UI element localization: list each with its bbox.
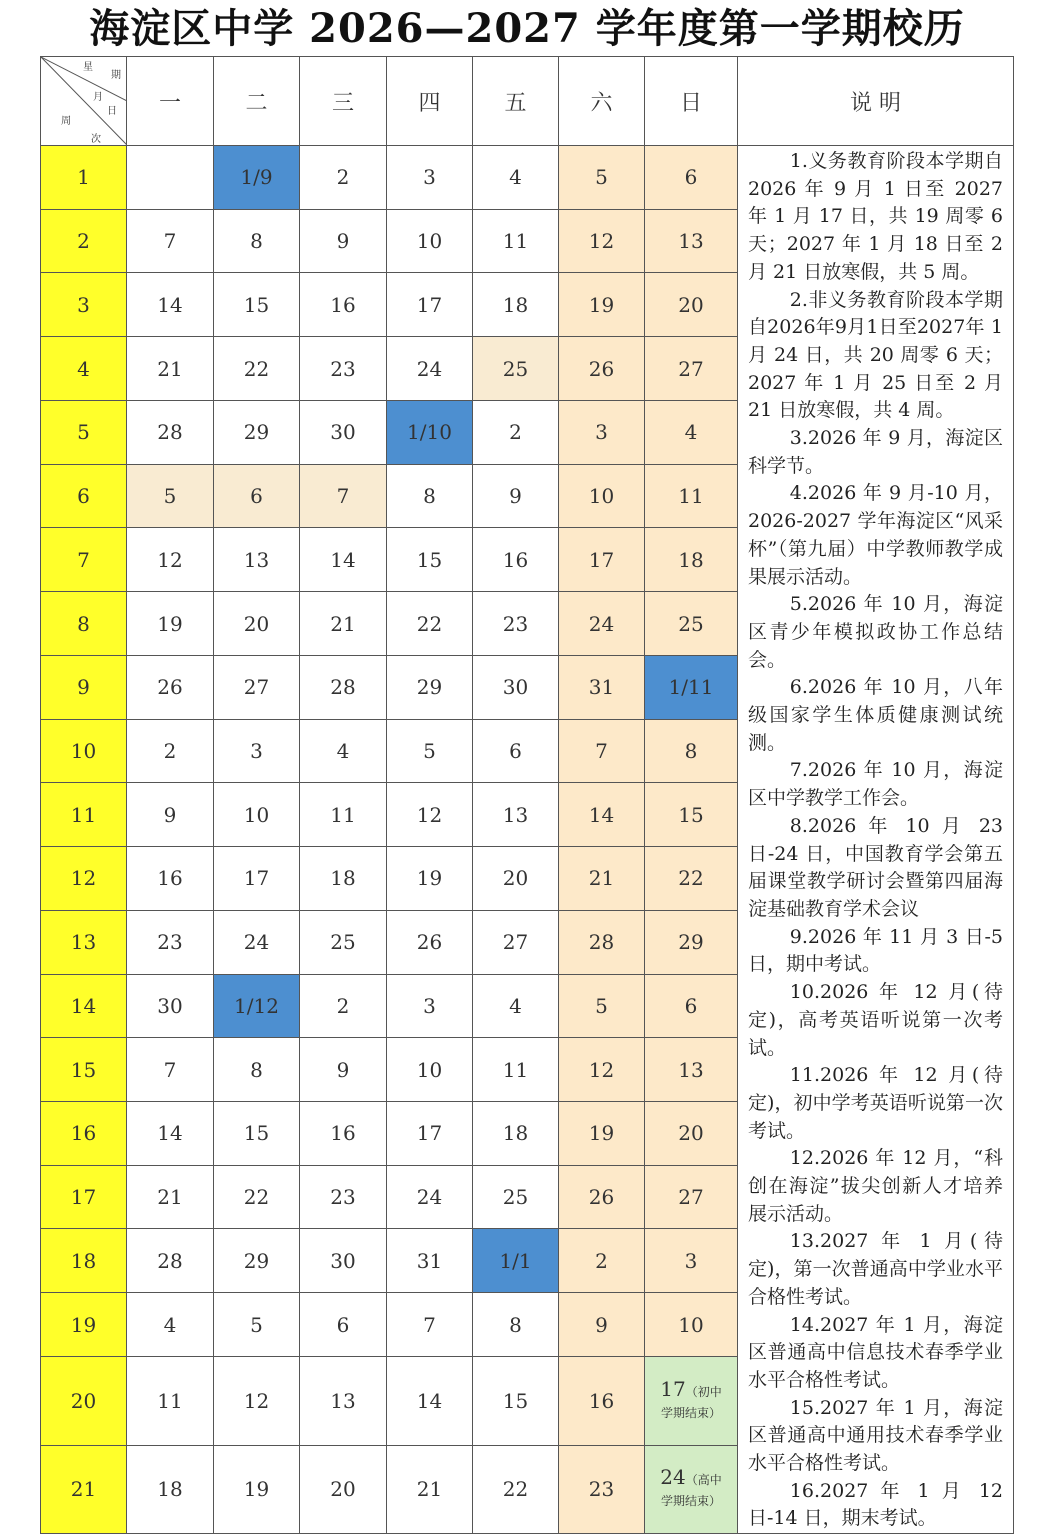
week-number: 17 xyxy=(41,1165,127,1229)
day-cell: 14 xyxy=(300,528,387,592)
day-cell: 23 xyxy=(127,910,214,974)
day-cell: 4 xyxy=(127,1293,214,1357)
day-cell: 2 xyxy=(300,146,387,210)
note-item: 5.2026 年 10 月，海淀区青少年模拟政协工作总结会。 xyxy=(748,593,1003,671)
term-end-cell xyxy=(645,1356,738,1445)
day-cell: 22 xyxy=(214,1165,300,1229)
note-item: 1.义务教育阶段本学期自 2026 年 9 月 1 日至 2027 年 1 月 17 日，共 19 周零 6 天；2027 年 1 月 18 日至 2 月 21 日放寒假，共 5 周。 xyxy=(748,150,1003,283)
header-notes: 说 明 xyxy=(738,57,1014,146)
note-item: 10.2026 年 12 月(待定)，高考英语听说第一次考试。 xyxy=(748,981,1003,1059)
calendar-table xyxy=(40,56,1014,1534)
day-cell: 30 xyxy=(300,400,387,464)
term-end-cell xyxy=(645,1445,738,1534)
day-cell: 11 xyxy=(473,1038,559,1102)
week-number: 11 xyxy=(41,783,127,847)
day-cell: 19 xyxy=(387,847,473,911)
day-cell: 14 xyxy=(559,783,645,847)
corner-label-yue: 月 xyxy=(93,92,103,103)
day-cell: 23 xyxy=(559,1445,645,1534)
day-cell: 2 xyxy=(127,719,214,783)
day-cell: 7 xyxy=(127,209,214,273)
day-cell: 15 xyxy=(387,528,473,592)
day-cell: 21 xyxy=(559,847,645,911)
day-cell: 18 xyxy=(645,528,738,592)
day-cell: 3 xyxy=(387,146,473,210)
header-fri: 五 xyxy=(473,57,559,146)
day-cell: 11 xyxy=(473,209,559,273)
week-number: 13 xyxy=(41,910,127,974)
header-sat: 六 xyxy=(559,57,645,146)
day-cell: 28 xyxy=(127,400,214,464)
header-sun: 日 xyxy=(645,57,738,146)
day-cell: 26 xyxy=(387,910,473,974)
day-cell: 24 xyxy=(214,910,300,974)
day-cell: 2 xyxy=(300,974,387,1038)
day-cell: 24 xyxy=(387,1165,473,1229)
day-cell: 19 xyxy=(559,273,645,337)
day-cell: 21 xyxy=(127,1165,214,1229)
day-cell: 28 xyxy=(127,1229,214,1293)
day-cell: 5 xyxy=(559,146,645,210)
week-number: 20 xyxy=(41,1356,127,1445)
corner-label-xing: 星 xyxy=(83,62,93,73)
day-cell: 15 xyxy=(214,1102,300,1166)
day-cell: 9 xyxy=(473,464,559,528)
day-cell: 2 xyxy=(559,1229,645,1293)
day-cell: 10 xyxy=(387,1038,473,1102)
note-item: 9.2026 年 11 月 3 日-5 日，期中考试。 xyxy=(748,925,1003,976)
day-cell: 12 xyxy=(559,1038,645,1102)
day-cell: 16 xyxy=(300,273,387,337)
day-cell: 3 xyxy=(214,719,300,783)
week-row xyxy=(41,146,1014,210)
day-cell: 14 xyxy=(127,273,214,337)
day-cell: 21 xyxy=(300,592,387,656)
day-cell: 13 xyxy=(300,1356,387,1445)
day-cell: 26 xyxy=(559,1165,645,1229)
day-cell: 11 xyxy=(645,464,738,528)
term-end-label: 学期结束） xyxy=(660,1405,721,1420)
note-item: 16.2027 年 1 月 12 日-14 日，期末考试。 xyxy=(748,1479,1003,1530)
page-title: 海淀区中学 2026—2027 学年度第一学期校历 xyxy=(89,5,965,52)
day-cell: 22 xyxy=(387,592,473,656)
day-cell: 7 xyxy=(559,719,645,783)
day-cell: 5 xyxy=(214,1293,300,1357)
day-cell: 29 xyxy=(214,1229,300,1293)
day-cell: 27 xyxy=(645,1165,738,1229)
week-number: 21 xyxy=(41,1445,127,1534)
week-number: 10 xyxy=(41,719,127,783)
note-item: 4.2026 年 9 月-10 月，2026-2027 学年海淀区“风采杯”（第九届）中学教师教学成果展示活动。 xyxy=(748,482,1003,588)
week-number: 12 xyxy=(41,847,127,911)
day-cell: 6 xyxy=(300,1293,387,1357)
day-cell: 20 xyxy=(214,592,300,656)
note-item: 6.2026 年 10 月，八年级国家学生体质健康测试统测。 xyxy=(748,676,1003,754)
day-cell: 4 xyxy=(473,146,559,210)
day-cell: 15 xyxy=(645,783,738,847)
day-cell: 8 xyxy=(473,1293,559,1357)
day-cell: 4 xyxy=(300,719,387,783)
note-item: 13.2027 年 1 月(待定)，第一次普通高中学业水平合格性考试。 xyxy=(748,1230,1003,1308)
day-cell: 27 xyxy=(473,910,559,974)
day-cell: 14 xyxy=(387,1356,473,1445)
day-cell: 30 xyxy=(473,655,559,719)
day-cell: 9 xyxy=(300,1038,387,1102)
day-cell: 25 xyxy=(473,337,559,401)
week-number: 8 xyxy=(41,592,127,656)
day-cell: 13 xyxy=(473,783,559,847)
week-number: 16 xyxy=(41,1102,127,1166)
day-cell: 19 xyxy=(559,1102,645,1166)
day-cell: 18 xyxy=(473,1102,559,1166)
day-cell: 1/11 xyxy=(645,655,738,719)
day-cell: 20 xyxy=(645,1102,738,1166)
day-cell: 1/9 xyxy=(214,146,300,210)
day-cell: 27 xyxy=(214,655,300,719)
day-cell: 7 xyxy=(300,464,387,528)
week-number: 1 xyxy=(41,146,127,210)
day-cell: 7 xyxy=(387,1293,473,1357)
day-cell: 21 xyxy=(387,1445,473,1534)
day-cell: 17 xyxy=(559,528,645,592)
day-cell: 11 xyxy=(300,783,387,847)
day-cell: 30 xyxy=(127,974,214,1038)
header-row xyxy=(41,57,1014,146)
day-cell: 31 xyxy=(387,1229,473,1293)
term-end-label: （高中 xyxy=(685,1473,722,1488)
day-cell: 22 xyxy=(473,1445,559,1534)
day-cell: 8 xyxy=(387,464,473,528)
day-cell: 17 xyxy=(387,1102,473,1166)
day-cell: 25 xyxy=(645,592,738,656)
day-cell: 17 xyxy=(387,273,473,337)
day-cell: 14 xyxy=(127,1102,214,1166)
day-cell: 3 xyxy=(559,400,645,464)
day-cell: 5 xyxy=(387,719,473,783)
week-number: 15 xyxy=(41,1038,127,1102)
note-item: 15.2027 年 1 月，海淀区普通高中通用技术春季学业水平合格性考试。 xyxy=(748,1396,1003,1475)
day-cell xyxy=(127,146,214,210)
day-cell: 5 xyxy=(559,974,645,1038)
header-tue: 二 xyxy=(214,57,300,146)
day-cell: 25 xyxy=(473,1165,559,1229)
day-cell: 13 xyxy=(645,209,738,273)
day-cell: 10 xyxy=(645,1293,738,1357)
corner-header xyxy=(41,57,127,146)
header-thu: 四 xyxy=(387,57,473,146)
corner-label-zhou: 周 xyxy=(61,116,71,127)
day-cell: 7 xyxy=(127,1038,214,1102)
day-cell: 26 xyxy=(559,337,645,401)
day-cell: 13 xyxy=(645,1038,738,1102)
week-number: 2 xyxy=(41,209,127,273)
day-cell: 9 xyxy=(300,209,387,273)
day-cell: 8 xyxy=(645,719,738,783)
day-cell: 2 xyxy=(473,400,559,464)
day-cell: 13 xyxy=(214,528,300,592)
day-cell: 6 xyxy=(473,719,559,783)
week-number: 14 xyxy=(41,974,127,1038)
term-end-label: （初中 xyxy=(685,1384,722,1399)
note-item: 2.非义务教育阶段本学期自2026年9月1日至2027年 1 月 24 日，共 20 周零 6 天；2027 年 1 月 25 日至 2 月 21 日放寒假，共 4 周。 xyxy=(748,288,1003,422)
day-cell: 6 xyxy=(214,464,300,528)
day-cell: 12 xyxy=(127,528,214,592)
week-number: 5 xyxy=(41,400,127,464)
day-cell: 1/1 xyxy=(473,1229,559,1293)
day-cell: 16 xyxy=(473,528,559,592)
day-cell: 28 xyxy=(559,910,645,974)
note-item: 12.2026 年 12 月，“科创在海淀”拔尖创新人才培养展示活动。 xyxy=(748,1147,1003,1225)
day-cell: 9 xyxy=(127,783,214,847)
day-cell: 12 xyxy=(387,783,473,847)
week-number: 6 xyxy=(41,464,127,528)
day-cell: 23 xyxy=(300,337,387,401)
day-cell: 20 xyxy=(645,273,738,337)
day-cell: 11 xyxy=(127,1356,214,1445)
note-item: 7.2026 年 10 月，海淀区中学教学工作会。 xyxy=(748,759,1003,810)
notes-panel xyxy=(738,146,1014,1534)
header-mon: 一 xyxy=(127,57,214,146)
week-number: 19 xyxy=(41,1293,127,1357)
corner-label-ci: 次 xyxy=(91,134,101,145)
day-cell: 30 xyxy=(300,1229,387,1293)
day-cell: 16 xyxy=(127,847,214,911)
day-cell: 29 xyxy=(214,400,300,464)
note-item: 11.2026 年 12 月(待定)，初中学考英语听说第一次考试。 xyxy=(748,1064,1003,1142)
day-cell: 4 xyxy=(473,974,559,1038)
day-cell: 1/12 xyxy=(214,974,300,1038)
day-cell: 8 xyxy=(214,209,300,273)
term-end-day: 17 xyxy=(660,1376,686,1401)
day-cell: 22 xyxy=(645,847,738,911)
note-item: 3.2026 年 9 月，海淀区科学节。 xyxy=(748,427,1003,477)
week-number: 9 xyxy=(41,655,127,719)
day-cell: 12 xyxy=(559,209,645,273)
day-cell: 10 xyxy=(387,209,473,273)
day-cell: 18 xyxy=(473,273,559,337)
day-cell: 8 xyxy=(214,1038,300,1102)
corner-label-qi: 期 xyxy=(111,70,121,81)
week-number: 3 xyxy=(41,273,127,337)
day-cell: 4 xyxy=(645,400,738,464)
day-cell: 1/10 xyxy=(387,400,473,464)
day-cell: 20 xyxy=(473,847,559,911)
day-cell: 24 xyxy=(387,337,473,401)
day-cell: 26 xyxy=(127,655,214,719)
week-number: 18 xyxy=(41,1229,127,1293)
day-cell: 21 xyxy=(127,337,214,401)
day-cell: 10 xyxy=(214,783,300,847)
day-cell: 18 xyxy=(127,1445,214,1534)
day-cell: 23 xyxy=(300,1165,387,1229)
day-cell: 6 xyxy=(645,146,738,210)
term-end-label: 学期结束） xyxy=(660,1494,721,1509)
day-cell: 19 xyxy=(127,592,214,656)
day-cell: 19 xyxy=(214,1445,300,1534)
day-cell: 23 xyxy=(473,592,559,656)
note-item: 8.2026 年 10 月 23 日-24 日，中国教育学会第五届课堂教学研讨会暨第四届海淀基础教育学术会议 xyxy=(748,814,1003,920)
term-end-day: 24 xyxy=(660,1465,686,1490)
day-cell: 16 xyxy=(559,1356,645,1445)
day-cell: 15 xyxy=(473,1356,559,1445)
day-cell: 16 xyxy=(300,1102,387,1166)
day-cell: 27 xyxy=(645,337,738,401)
day-cell: 22 xyxy=(214,337,300,401)
day-cell: 9 xyxy=(559,1293,645,1357)
day-cell: 12 xyxy=(214,1356,300,1445)
day-cell: 5 xyxy=(127,464,214,528)
day-cell: 28 xyxy=(300,655,387,719)
day-cell: 18 xyxy=(300,847,387,911)
note-item: 14.2027 年 1 月，海淀区普通高中信息技术春季学业水平合格性考试。 xyxy=(748,1313,1003,1391)
day-cell: 6 xyxy=(645,974,738,1038)
day-cell: 24 xyxy=(559,592,645,656)
day-cell: 3 xyxy=(387,974,473,1038)
day-cell: 15 xyxy=(214,273,300,337)
day-cell: 17 xyxy=(214,847,300,911)
day-cell: 29 xyxy=(645,910,738,974)
day-cell: 31 xyxy=(559,655,645,719)
day-cell: 3 xyxy=(645,1229,738,1293)
day-cell: 25 xyxy=(300,910,387,974)
day-cell: 20 xyxy=(300,1445,387,1534)
week-number: 7 xyxy=(41,528,127,592)
day-cell: 10 xyxy=(559,464,645,528)
day-cell: 29 xyxy=(387,655,473,719)
week-number: 4 xyxy=(41,337,127,401)
header-wed: 三 xyxy=(300,57,387,146)
corner-label-ri: 日 xyxy=(107,106,117,117)
